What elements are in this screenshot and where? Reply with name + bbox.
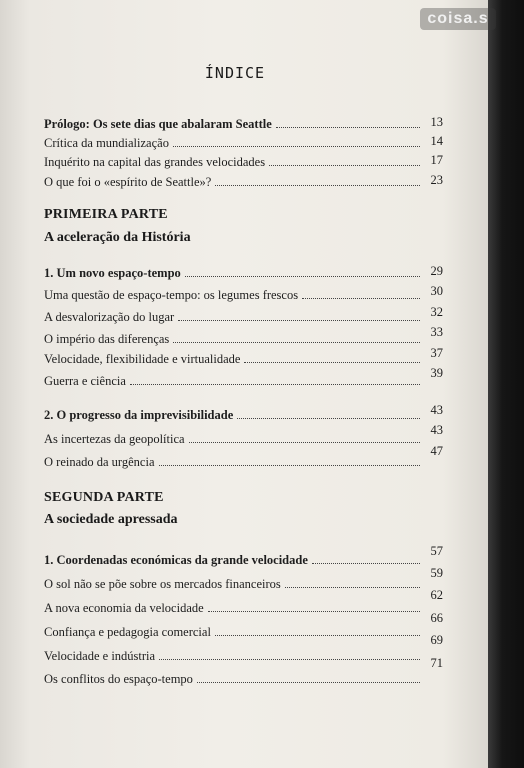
toc-chapter-entry bbox=[44, 405, 424, 423]
page-title: ÍNDICE bbox=[204, 64, 266, 82]
toc-entry-label: O que foi o «espírito de Seattle»? bbox=[44, 175, 212, 189]
dot-leader bbox=[189, 442, 420, 443]
dot-leader bbox=[173, 146, 420, 147]
toc-page-number: 66 bbox=[430, 611, 443, 625]
dot-leader bbox=[185, 276, 420, 277]
dot-leader bbox=[197, 682, 420, 683]
toc-page-number: 69 bbox=[430, 633, 443, 647]
toc-entry-label: As incertezas da geopolítica bbox=[44, 432, 185, 446]
toc-page-number: 57 bbox=[430, 544, 443, 558]
part-heading: PRIMEIRA PARTE bbox=[44, 207, 168, 222]
dot-leader bbox=[208, 611, 420, 612]
toc-entry bbox=[44, 152, 424, 170]
dot-leader bbox=[312, 563, 420, 564]
toc-page-number: 62 bbox=[430, 588, 443, 602]
toc-entry-label: O reinado da urgência bbox=[44, 455, 155, 469]
toc-page-number: 33 bbox=[430, 325, 443, 339]
toc-entry bbox=[44, 598, 424, 616]
toc-entry-label: 1. Um novo espaço-tempo bbox=[44, 266, 181, 280]
toc-entry-label: Uma questão de espaço-tempo: os legumes frescos bbox=[44, 288, 299, 302]
toc-entry-label: O império das diferenças bbox=[44, 332, 170, 346]
dot-leader bbox=[237, 418, 420, 419]
toc-page-number: 30 bbox=[430, 284, 443, 298]
page-edge-shadow bbox=[488, 0, 524, 768]
watermark-logo: coisa.s bbox=[420, 8, 496, 30]
toc-page-number: 43 bbox=[430, 403, 443, 417]
toc-page-number: 14 bbox=[430, 134, 443, 148]
toc-entry-label: Velocidade, flexibilidade e virtualidade bbox=[44, 352, 241, 366]
toc-entry bbox=[44, 285, 424, 303]
toc-entry bbox=[44, 349, 424, 367]
toc-entry-label: Guerra e ciência bbox=[44, 374, 126, 388]
part-heading: SEGUNDA PARTE bbox=[44, 490, 164, 505]
dot-leader bbox=[159, 465, 421, 466]
toc-chapter-entry bbox=[44, 263, 424, 281]
toc-entry bbox=[44, 371, 424, 389]
toc-entry-label: Crítica da mundialização bbox=[44, 136, 169, 150]
toc-page-number: 43 bbox=[430, 423, 443, 437]
part-subheading: A aceleração da História bbox=[44, 230, 191, 245]
toc-entry-prologue bbox=[44, 114, 424, 132]
part-subheading: A sociedade apressada bbox=[44, 512, 178, 527]
toc-entry-label: Confiança e pedagogia comercial bbox=[44, 625, 211, 639]
toc-page-number: 71 bbox=[430, 656, 443, 670]
toc-page-number: 59 bbox=[430, 566, 443, 580]
toc-entry-label: A nova economia da velocidade bbox=[44, 601, 204, 615]
toc-entry bbox=[44, 622, 424, 640]
dot-leader bbox=[244, 362, 420, 363]
toc-entry-label: Os conflitos do espaço-tempo bbox=[44, 672, 193, 686]
toc-entry-label: Inquérito na capital das grandes velocidades bbox=[44, 155, 266, 169]
toc-entry-label: A desvalorização do lugar bbox=[44, 310, 175, 324]
toc-entry bbox=[44, 646, 424, 664]
toc-entry bbox=[44, 429, 424, 447]
toc-entry bbox=[44, 172, 424, 190]
toc-entry bbox=[44, 329, 424, 347]
dot-leader bbox=[159, 659, 420, 660]
dot-leader bbox=[178, 320, 420, 321]
toc-entry bbox=[44, 133, 424, 151]
toc-entry-label: O sol não se põe sobre os mercados financeiros bbox=[44, 577, 281, 591]
toc-page-number: 23 bbox=[430, 173, 443, 187]
toc-entry bbox=[44, 452, 424, 470]
toc-entry-label: Prólogo: Os sete dias que abalaram Seattle bbox=[44, 117, 272, 131]
toc-page-number: 13 bbox=[430, 115, 443, 129]
toc-page-number: 17 bbox=[430, 153, 443, 167]
toc-entry bbox=[44, 669, 424, 687]
toc-page-number: 39 bbox=[430, 366, 443, 380]
toc-page-number: 37 bbox=[430, 346, 443, 360]
toc-entry bbox=[44, 307, 424, 325]
dot-leader bbox=[215, 185, 420, 186]
toc-page-number: 29 bbox=[430, 264, 443, 278]
toc-entry-label: Velocidade e indústria bbox=[44, 649, 156, 663]
toc-chapter-entry bbox=[44, 550, 424, 568]
dot-leader bbox=[173, 342, 420, 343]
dot-leader bbox=[130, 384, 420, 385]
toc-page-number: 32 bbox=[430, 305, 443, 319]
toc-entry-label: 1. Coordenadas económicas da grande velocidade bbox=[44, 553, 308, 567]
toc-entry-label: 2. O progresso da imprevisibilidade bbox=[44, 408, 234, 422]
toc-page-number: 47 bbox=[430, 444, 443, 458]
toc-entry bbox=[44, 574, 424, 592]
dot-leader bbox=[215, 635, 420, 636]
